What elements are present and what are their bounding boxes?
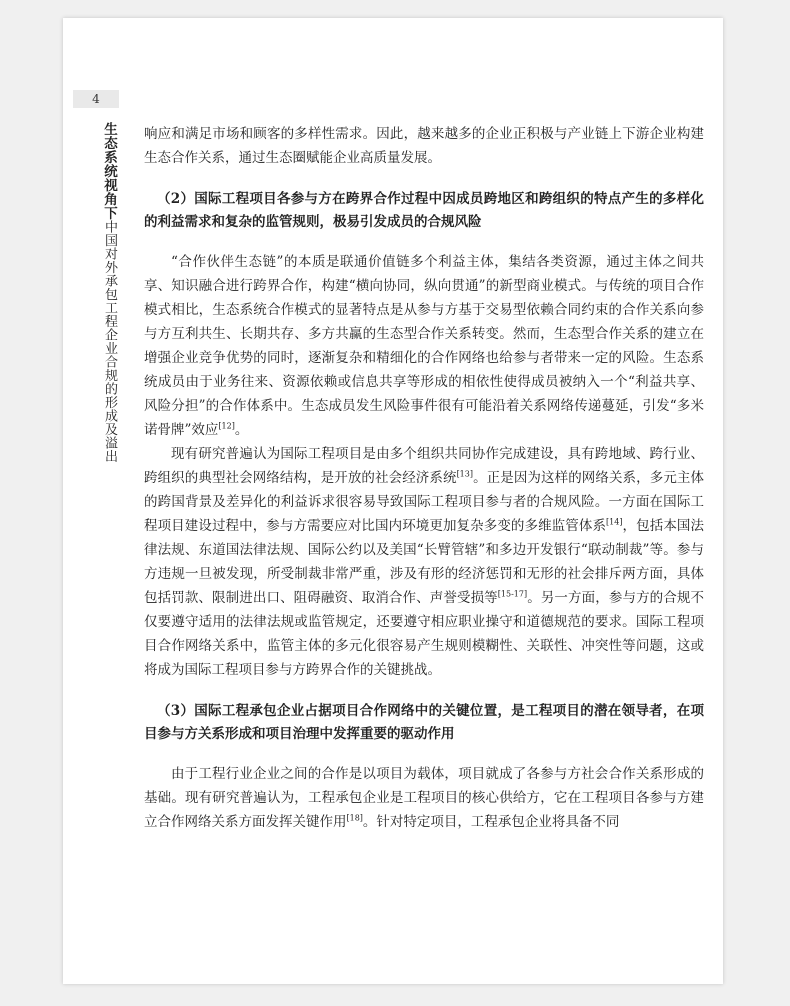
running-head-main: 生态系统视角下	[101, 122, 117, 220]
paragraph-text: “合作伙伴生态链”的本质是联通价值链多个利益主体，集结各类资源，通过主体之间共享、知识融合进行跨界合作，构建“横向协同，纵向贯通”的新型商业模式。与传统的项目合作模式相比，生态系统合作模式的显著特点是从参与方基于交易型依赖合同约束的合作关系向参与方互利共生、长期共存、多方共赢的生态型合作关系转变。然而，生态型合作关系的建立在增强企业竞争优势的同时，逐渐复杂和精细化的合作网络也给参与者带来一定的风险。生态系统成员由于业务往来、资源依赖或信息共享等形成的相依性使得成员被纳入一个“利益共享、风险分担”的合作体系中。生态成员发生风险事件很有可能沿着关系网络传递蔓延，引发“多米诺骨牌”效应	[144, 254, 704, 438]
paragraph-text: 。另一方面，参与方的合规不仅要遵守适用的法律法规或监管规定，还要遵守相应职业操守和道德规范的要求。国际工程项目合作网络关系中，监管主体的多元化很容易产生规则模糊性、关联性、冲突性等问题，这或将成为国际工程项目参与方跨界合作的关键挑战。	[144, 590, 705, 678]
paragraph-text-end: 。针对特定项目，工程承包企业将具备不同	[362, 814, 620, 830]
paragraph-text: 由于工程行业企业之间的合作是以项目为载体，项目就成了各参与方社会合作关系形成的基础。现有研究普遍认为，工程承包企业是工程项目的核心供给方，它在工程项目各参与方建立合作网络关系方面发挥关键作用	[144, 766, 704, 830]
page-number: 4	[73, 90, 119, 108]
citation: [13]	[456, 469, 473, 479]
body-text	[144, 122, 704, 834]
paragraph-text-end: 。	[234, 422, 249, 438]
paragraph-contractor	[144, 762, 704, 834]
paragraph-text: ，包括本国法律法规、东道国法律法规、国际公约以及美国“长臂管辖”和多边开发银行“联动制裁”等。参与方违规一旦被发现，所受制裁非常严重，涉及有形的经济惩罚和无形的社会排斥两方面，具体包括罚款、限制进出口、阻碍融资、取消合作、声誉受损等	[144, 518, 705, 606]
citation: [12]	[218, 421, 235, 431]
paragraph-text: 现有研究普遍认为国际工程项目是由多个组织共同协作完成建设，具有跨地域、跨行业、跨组织的典型社会网络结构，是开放的社会经济系统	[144, 446, 704, 486]
running-head-sub: 中国对外承包工程企业合规的形成及溢出	[102, 220, 117, 463]
running-head	[81, 122, 119, 463]
document-page	[63, 18, 723, 984]
citation: [15-17]	[497, 589, 528, 599]
paragraph-text: 。正是因为这样的网络关系，多元主体的跨国背景及差异化的利益诉求很容易导致国际工程项目参与者的合规风险。一方面在国际工程项目建设过程中，参与方需要应对比国内环境更加复杂多变的多维监管体系	[144, 470, 705, 534]
citation: [18]	[346, 813, 363, 823]
section-heading-3: （3）国际工程承包企业占据项目合作网络中的关键位置，是工程项目的潜在领导者，在项目参与方关系形成和项目治理中发挥重要的驱动作用	[144, 703, 704, 742]
paragraph-ecosystem	[144, 250, 704, 442]
paragraph-research	[144, 442, 704, 682]
paragraph-continuation: 响应和满足市场和顾客的多样性需求。因此，越来越多的企业正积极与产业链上下游企业构建生态合作关系，通过生态圈赋能企业高质量发展。	[144, 126, 704, 166]
section-heading-2: （2）国际工程项目各参与方在跨界合作过程中因成员跨地区和跨组织的特点产生的多样化的利益需求和复杂的监管规则，极易引发成员的合规风险	[144, 191, 704, 230]
citation: [14]	[606, 517, 623, 527]
